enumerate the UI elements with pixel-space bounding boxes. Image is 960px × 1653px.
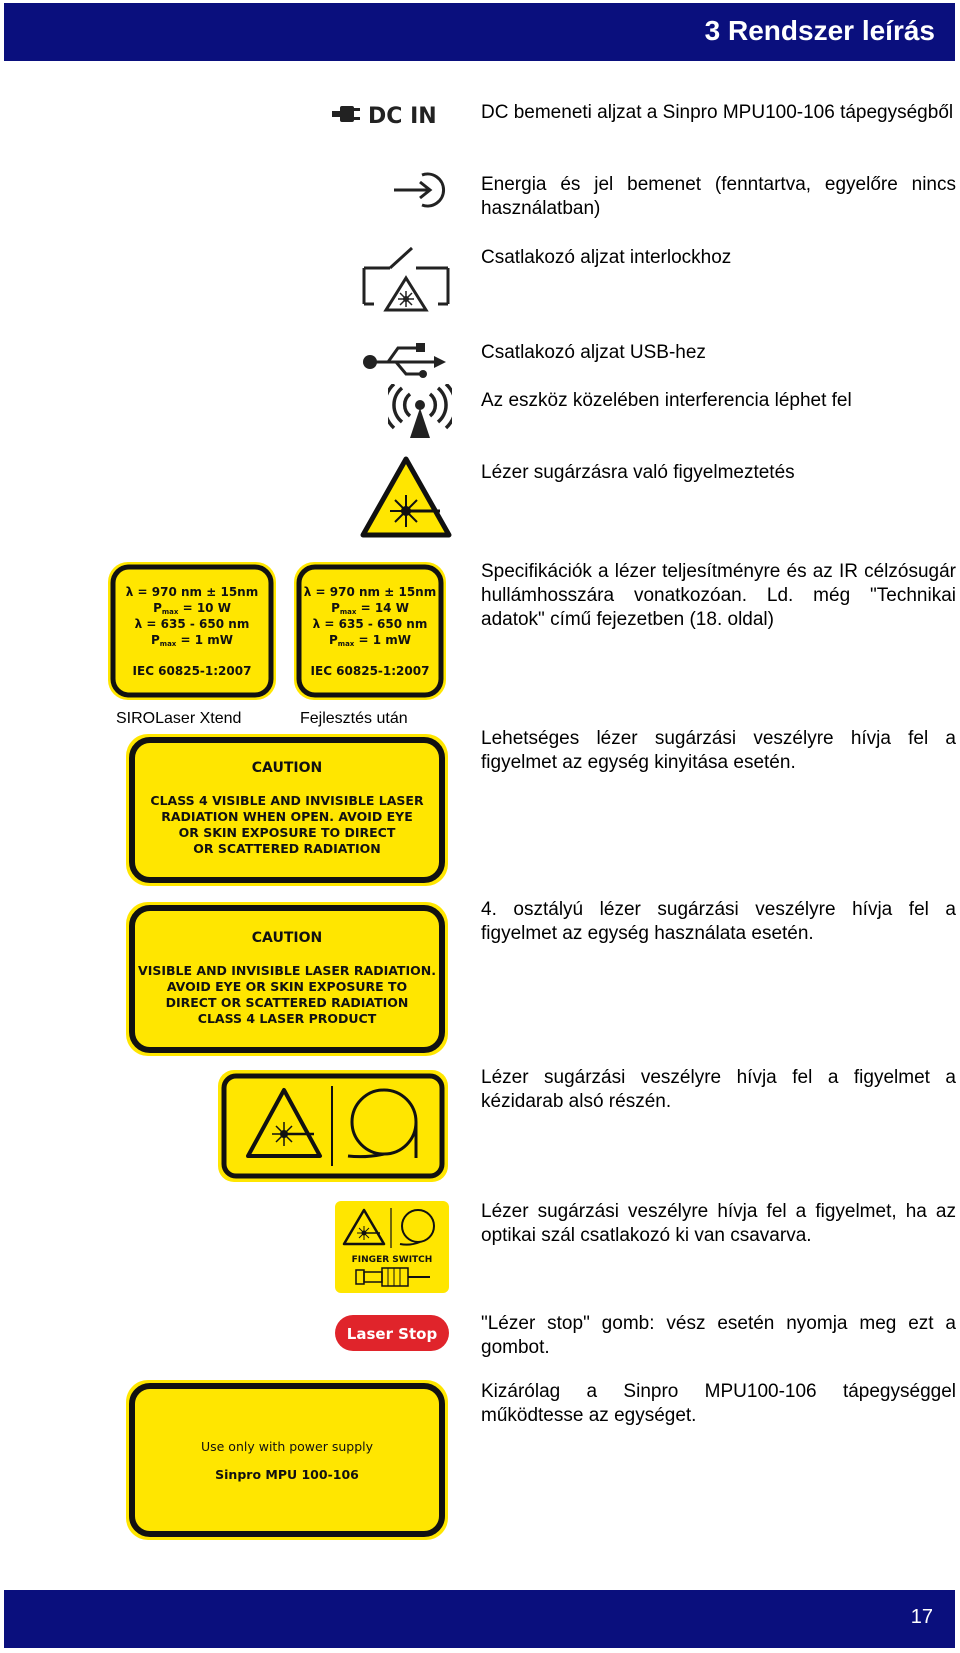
footer-bar — [4, 1590, 955, 1648]
spec-caption-upgraded: Fejlesztés után — [300, 710, 408, 727]
svg-text:Use only with power supply: Use only with power supply — [200, 1439, 374, 1454]
svg-text:CLASS 4 VISIBLE AND INVISIBLE: CLASS 4 VISIBLE AND INVISIBLE LASER — [150, 793, 424, 808]
caution-open-label — [124, 732, 450, 888]
finger-switch-description: Lézer sugárzási veszélyre hívja fel a figyelmet, ha az optikai szál csatlakozó ki van csavarva. — [481, 1201, 956, 1246]
power-supply-label — [124, 1378, 450, 1542]
interference-description: Az eszköz közelében interferencia léphet fel — [481, 390, 852, 411]
svg-text:Pmax = 1 mW: Pmax = 1 mW — [150, 633, 234, 648]
svg-text:λ = 970 nm ± 15nm: λ = 970 nm ± 15nm — [303, 585, 437, 599]
laser-warning-icon — [360, 456, 452, 538]
caution-open-description: Lehetséges lézer sugárzási veszélyre hívja fel a figyelmet az egység kinyitása esetén. — [481, 728, 956, 773]
caution-class4-label — [124, 900, 450, 1058]
svg-text:Pmax = 10 W: Pmax = 10 W — [153, 601, 231, 616]
caution-class4-description: 4. osztályú lézer sugárzási veszélyre hívja fel a figyelmet az egység használata esetén. — [481, 899, 956, 944]
svg-text:λ = 635 - 650 nm: λ = 635 - 650 nm — [134, 617, 250, 631]
power-signal-input-description: Energia és jel bemenet (fenntartva, egyelőre nincs használatban) — [481, 174, 956, 219]
svg-text:CAUTION: CAUTION — [251, 760, 323, 776]
dc-in-description: DC bemeneti aljzat a Sinpro MPU100-106 tápegységből — [481, 102, 954, 123]
svg-text:Pmax = 1 mW: Pmax = 1 mW — [328, 633, 412, 648]
svg-text:Sinpro MPU 100-106: Sinpro MPU 100-106 — [215, 1467, 359, 1482]
handpiece-label — [216, 1068, 450, 1184]
svg-text:Laser Stop: Laser Stop — [346, 1325, 438, 1343]
page-number: 17 — [910, 1606, 933, 1628]
usb-description: Csatlakozó aljzat USB-hez — [481, 342, 706, 363]
svg-text:DC IN: DC IN — [368, 104, 437, 129]
svg-text:FINGER SWITCH: FINGER SWITCH — [351, 1255, 433, 1265]
laser-warning-description: Lézer sugárzásra való figyelmeztetés — [481, 462, 795, 483]
svg-text:AVOID EYE OR SKIN EXPOSURE TO: AVOID EYE OR SKIN EXPOSURE TO — [166, 979, 408, 994]
page-title: 3 Rendszer leírás — [704, 15, 935, 46]
spec-label-xtend — [106, 560, 278, 702]
svg-text:CAUTION: CAUTION — [251, 930, 323, 946]
svg-text:Pmax = 14 W: Pmax = 14 W — [331, 601, 409, 616]
interlock-icon — [360, 244, 452, 316]
svg-text:λ = 970 nm ± 15nm: λ = 970 nm ± 15nm — [125, 585, 259, 599]
power-signal-input-icon — [392, 170, 452, 210]
laser-stop-badge — [334, 1314, 450, 1352]
spec-description: Specifikációk a lézer teljesítményre és az IR célzósugár hullámhosszára vonatkozóan. Ld. még "Technikai adatok" című fejezetben (18. oldal) — [481, 561, 956, 630]
interlock-description: Csatlakozó aljzat interlockhoz — [481, 247, 732, 268]
power-supply-description: Kizárólag a Sinpro MPU100-106 tápegységgel működtesse az egységet. — [481, 1381, 956, 1426]
svg-text:OR SKIN EXPOSURE TO DIRECT: OR SKIN EXPOSURE TO DIRECT — [178, 825, 396, 840]
svg-text:CLASS 4 LASER PRODUCT: CLASS 4 LASER PRODUCT — [197, 1011, 377, 1026]
spec-label-upgraded — [292, 560, 448, 702]
dc-in-icon — [330, 98, 450, 130]
spec-caption-xtend: SIROLaser Xtend — [116, 710, 242, 727]
handpiece-description: Lézer sugárzási veszélyre hívja fel a figyelmet a kézidarab alsó részén. — [481, 1067, 956, 1112]
svg-text:λ = 635 - 650 nm: λ = 635 - 650 nm — [312, 617, 428, 631]
usb-icon — [360, 340, 452, 380]
finger-switch-label — [334, 1200, 450, 1294]
svg-text:OR SCATTERED RADIATION: OR SCATTERED RADIATION — [193, 841, 381, 856]
svg-text:IEC 60825-1:2007: IEC 60825-1:2007 — [132, 664, 252, 678]
svg-text:IEC 60825-1:2007: IEC 60825-1:2007 — [310, 664, 430, 678]
header-bar — [4, 3, 955, 61]
laser-stop-description: "Lézer stop" gomb: vész esetén nyomja meg ezt a gombot. — [481, 1313, 956, 1358]
svg-text:DIRECT OR SCATTERED RADIATION: DIRECT OR SCATTERED RADIATION — [165, 995, 409, 1010]
svg-text:RADIATION WHEN OPEN. AVOID EYE: RADIATION WHEN OPEN. AVOID EYE — [161, 809, 413, 824]
svg-text:VISIBLE AND INVISIBLE LASER RA: VISIBLE AND INVISIBLE LASER RADIATION. — [138, 963, 436, 978]
non-ionizing-radiation-icon — [388, 384, 452, 440]
